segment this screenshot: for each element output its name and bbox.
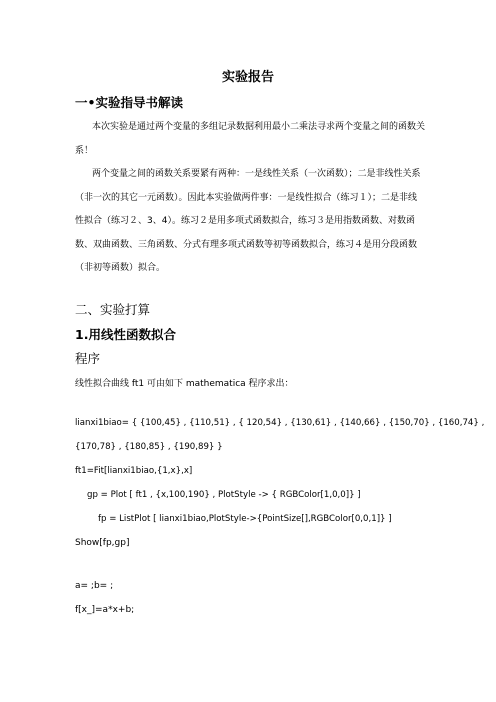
code-line-5: fp = ListPlot [ lianxi1biao,PlotStyle->{PointSize[],RGBColor[0,0,1]} ] [98,514,392,524]
program-intro-line: 线性拟合曲线 ft1 可由如下 mathematica 程序求出： [75,379,294,389]
code-line-4: gp = Plot [ ft1 , {x,100,190} , PlotStyle -> { RGBColor[1,0,0]} ] [87,490,361,500]
code-line-3: ft1=Fit[lianxi1biao,{1,x},x] [75,466,193,476]
code-line-1: lianxi1biao= { {100,45} , {110,51} , { 120,54} , {130,61} , {140,66} , {150,70} , {160,74} , [75,418,485,428]
report-title: 实验报告 [221,70,274,85]
section-heading-guide: 一•实验指导书解读 [75,95,183,110]
paragraph-purpose [75,116,425,163]
subsection-heading-linear-fit: 1.用线性函数拟合 [75,327,176,342]
paragraph-purpose-text: 本次实验是通过两个变量的多组记录数据利用最小二乘法寻求两个变量之间的函数关系！ [75,122,426,156]
paragraph-relations-text: 两个变量之间的函数关系要紧有两种：一是线性关系（一次函数）；二是非线性关系（非一次的其它一元函数）。因此本实验做两件事：一是线性拟合（练习１）；二是非线性拟合（练习２、3、4）。练习２是用多项式函数拟合，练习３是用指数函数、对数函数、双曲函数、三角函数、分式有理多项式函数等初等函数拟合，练习４是用分段函数（非初等函数）拟合。 [75,169,421,273]
code-line-8: f[x_]=a*x+b; [75,605,135,615]
code-line-7: a= ;b= ; [75,581,114,591]
paragraph-relations [75,163,425,281]
code-line-2: {170,78} , {180,85} , {190,89} } [75,442,223,452]
code-line-6: Show[fp,gp] [75,538,130,548]
section-heading-plan: 二、实验打算 [75,302,151,317]
program-heading: 程序 [75,351,101,366]
